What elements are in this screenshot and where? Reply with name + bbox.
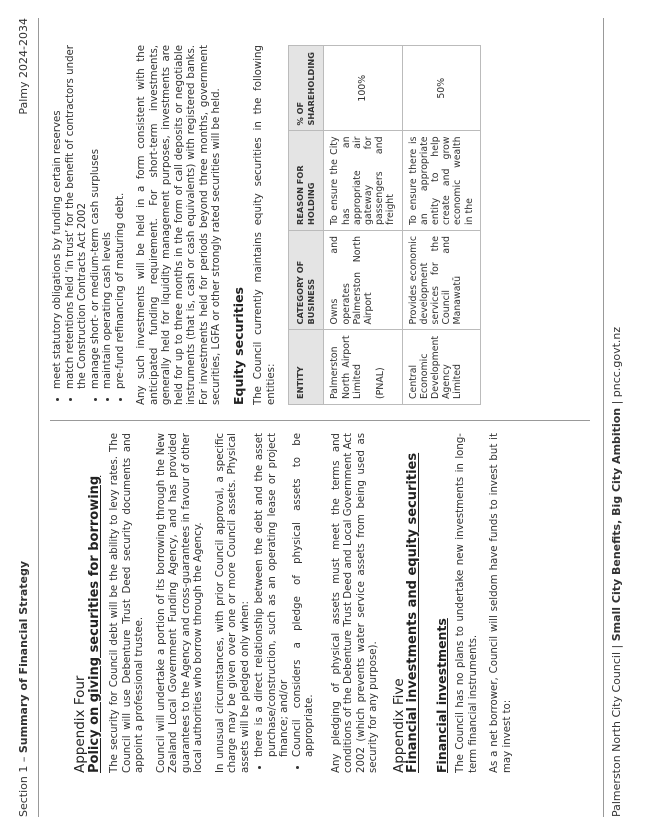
paragraph: Any pledging of physical assets must meet the terms and conditions of the Debenture Trust Deed and Local Government Act 2002 (which prevents water service assets from being used as security for any purpose). — [330, 433, 379, 773]
page-footer — [610, 18, 623, 817]
policy-heading: Policy on giving securities for borrowing — [86, 475, 102, 773]
table-cell: Owns and operates Palmerston North Airport — [324, 230, 402, 330]
financial-investments-subheading: Financial investments — [433, 618, 449, 773]
appendix-four-title: Appendix Four — [72, 675, 88, 773]
list-item: • meet statutory obligations by funding certain reserves — [52, 45, 65, 389]
list-item: • Council considers a pledge of physical assets to be appropriate. — [292, 433, 317, 757]
equity-securities-table — [288, 45, 481, 405]
footer-rule — [603, 18, 604, 817]
footer-site: | pncc.govt.nz — [610, 326, 623, 408]
table-cell: 50% — [402, 46, 480, 131]
paragraph: As a net borrower, Council will seldom have funds to invest but it may invest to: — [489, 433, 513, 773]
header-section-prefix: Section 1 – — [16, 753, 30, 817]
equity-securities-heading: Equity securities — [230, 287, 246, 405]
paragraph: Any such investments will be held in a form consistent with the anticipated funding requirement. For short-term investments, generally held for liquidity management purposes, investments are held for up to three months in the form of call deposits or negotiable instruments (that is, cash or cash equivalents) with registered banks. For investments held for periods beyond three months, government securities, LGFA or other strongly rated securities will be held. — [136, 45, 222, 405]
column-header: CATEGORY OF BUSINESS — [289, 230, 324, 330]
footer-org: Palmerston North City Council | — [610, 641, 623, 817]
header-rule — [38, 18, 39, 817]
page-header — [12, 18, 34, 817]
column-header: ENTITY — [289, 330, 324, 405]
paragraph: In unusual circumstances, with prior Council approval, a specific charge may be given over one or more Council assets. Physical assets will be pledged only when: — [214, 433, 251, 773]
list-item: • pre-fund refinancing of maturing debt. — [115, 45, 128, 389]
entity-abbrev: (PNAL) — [375, 367, 387, 399]
header-section — [17, 561, 30, 817]
table-cell: Central Economic Development Agency Limited — [402, 330, 480, 405]
table-cell: To ensure there is an appropriate entity to help create and grow economic wealth in the — [402, 131, 480, 231]
list-item: • manage short- or medium-term cash surpluses — [90, 45, 103, 389]
entity-name: Palmerston North Airport Limited — [329, 335, 363, 399]
table-cell: 100% — [324, 46, 402, 131]
table-cell: To ensure the City has an appropriate air gateway for passengers and freight — [324, 131, 402, 231]
table-cell: Provides economic development services for the Council and Manawatū — [402, 230, 480, 330]
left-column — [74, 433, 523, 773]
column-divider — [50, 420, 590, 421]
financial-investments-heading: Financial investments and equity securities — [405, 452, 420, 773]
appendix-five-title: Appendix Five — [390, 678, 407, 773]
paragraph: The security for Council debt will be the ability to levy rates. The Council will use Debenture Trust Deed security documents and appoint a professional trustee. — [109, 433, 145, 773]
footer-slogan: Small City Benefits, Big City Ambition — [610, 407, 623, 642]
column-header: % OF SHAREHOLDING — [289, 46, 324, 131]
pledge-conditions-list — [254, 433, 317, 773]
list-item: • there is a direct relationship between the debt and the asset purchase/construction, such as an operating lease or project finance; and/or — [254, 433, 292, 757]
header-section-title: Summary of Financial Strategy — [16, 560, 30, 754]
column-header: REASON FOR HOLDING — [289, 131, 324, 231]
table-row — [324, 46, 402, 405]
list-item: • maintain operating cash levels — [102, 45, 115, 389]
table-header-row — [289, 46, 324, 405]
paragraph: Council will undertake a portion of its borrowing through the New Zealand Local Government Funding Agency, and has provided guarantees to the Agency and cross-guarantees in favour of other local authorities who borrow through the Agency. — [155, 433, 204, 773]
paragraph: The Council currently maintains equity securities in the following entities: — [253, 45, 277, 405]
list-item: • match retentions held ‘in trust’ for the benefit of contractors under the Construction Contracts Act 2002 — [65, 45, 90, 389]
investment-purpose-list — [52, 45, 127, 405]
right-column — [52, 45, 481, 405]
paragraph: The Council has no plans to undertake new investments in long-term financial instruments. — [455, 433, 479, 773]
header-doc-title: Palmy 2024-2034 — [16, 18, 30, 115]
table-row — [402, 46, 480, 405]
table-cell — [324, 330, 402, 405]
